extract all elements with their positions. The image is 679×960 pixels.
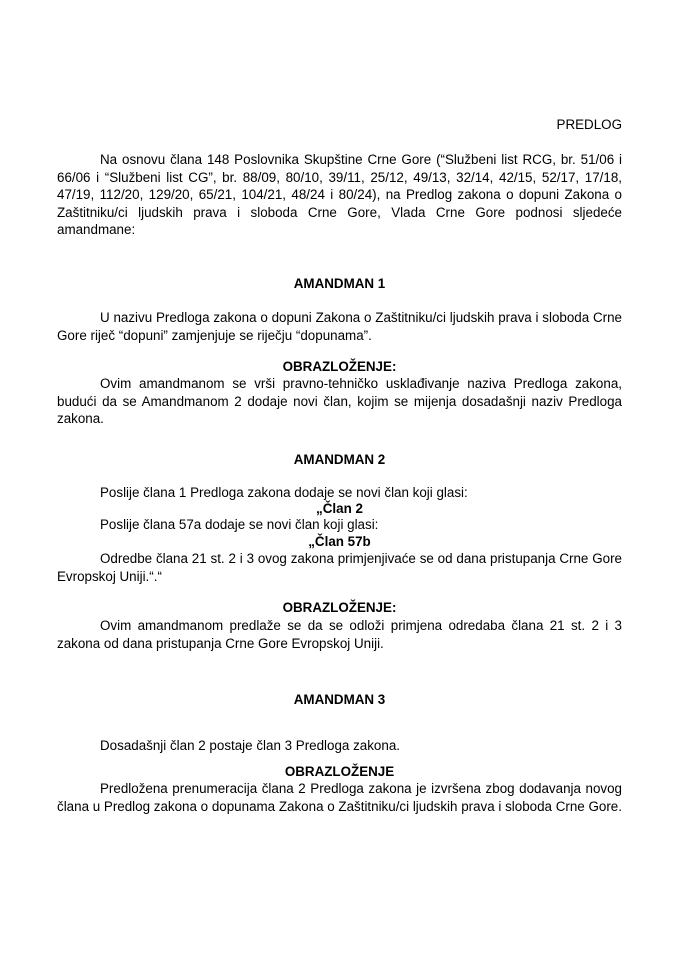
amendment-2-article-heading-2: „Član 57b: [308, 534, 371, 549]
intro-paragraph: Na osnovu člana 148 Poslovnika Skupštine Crne Gore (“Službeni list RCG, br. 51/06 i 66/06 i “Službeni list CG”, br. 88/09, 80/10, 39/11, 25/12, 49/13, 32/14, 42/15, 52/17, 17/18, 47/19, 112/20, 129/20, 65/21, 104/21, 48/24 i 80/24), na Predlog zakona o dopuni Zakona o Zaštitniku/ci ljudskih prava i sloboda Crne Gore, Vlada Crne Gore podnosi sljedeće amandmane:: [57, 152, 622, 237]
amendment-2-line-1: Poslije člana 1 Predloga zakona dodaje se novi član koji glasi:: [100, 485, 468, 500]
amendment-3-justification: Predložena prenumeracija člana 2 Predloga zakona je izvršena zbog dodavanja novog člana u Predlog zakona o dopunama Zakona o Zaštitniku/ci ljudskih prava i sloboda Crne Gore.: [57, 781, 622, 814]
amendment-1-justification-title: OBRAZLOŽENJE:: [282, 359, 397, 374]
amendment-2-justification-title: OBRAZLOŽENJE:: [282, 600, 397, 615]
amendment-2-article-heading-1: „Član 2: [316, 501, 363, 516]
document-label: PREDLOG: [556, 117, 622, 132]
amendment-2-text: Odredbe člana 21 st. 2 i 3 ovog zakona primjenjivaće se od dana pristupanja Crne Gore Evropskoj Uniji.“.“: [57, 551, 622, 584]
amendment-2-title: AMANDMAN 2: [293, 452, 386, 467]
amendment-1-text: U nazivu Predloga zakona o dopuni Zakona o Zaštitniku/ci ljudskih prava i sloboda Crne Gore riječ “dopuni” zamjenjuje se riječju “dopunama”.: [57, 310, 622, 343]
amendment-3-title: AMANDMAN 3: [293, 692, 386, 707]
amendment-1-title: AMANDMAN 1: [293, 276, 386, 291]
amendment-2-line-2: Poslije člana 57a dodaje se novi član koji glasi:: [100, 517, 379, 532]
amendment-3-text: Dosadašnji član 2 postaje član 3 Predloga zakona.: [100, 738, 400, 753]
amendment-1-justification: Ovim amandmanom se vrši pravno-tehničko usklađivanje naziva Predloga zakona, budući da se Amandmanom 2 dodaje novi član, kojim se mijenja dosadašnji naziv Predloga zakona.: [57, 376, 622, 426]
amendment-3-justification-title: OBRAZLOŽENJE: [284, 764, 395, 779]
amendment-2-justification: Ovim amandmanom predlaže se da se odloži primjena odredaba člana 21 st. 2 i 3 zakona od dana pristupanja Crne Gore Evropskoj Uniji.: [57, 618, 622, 651]
